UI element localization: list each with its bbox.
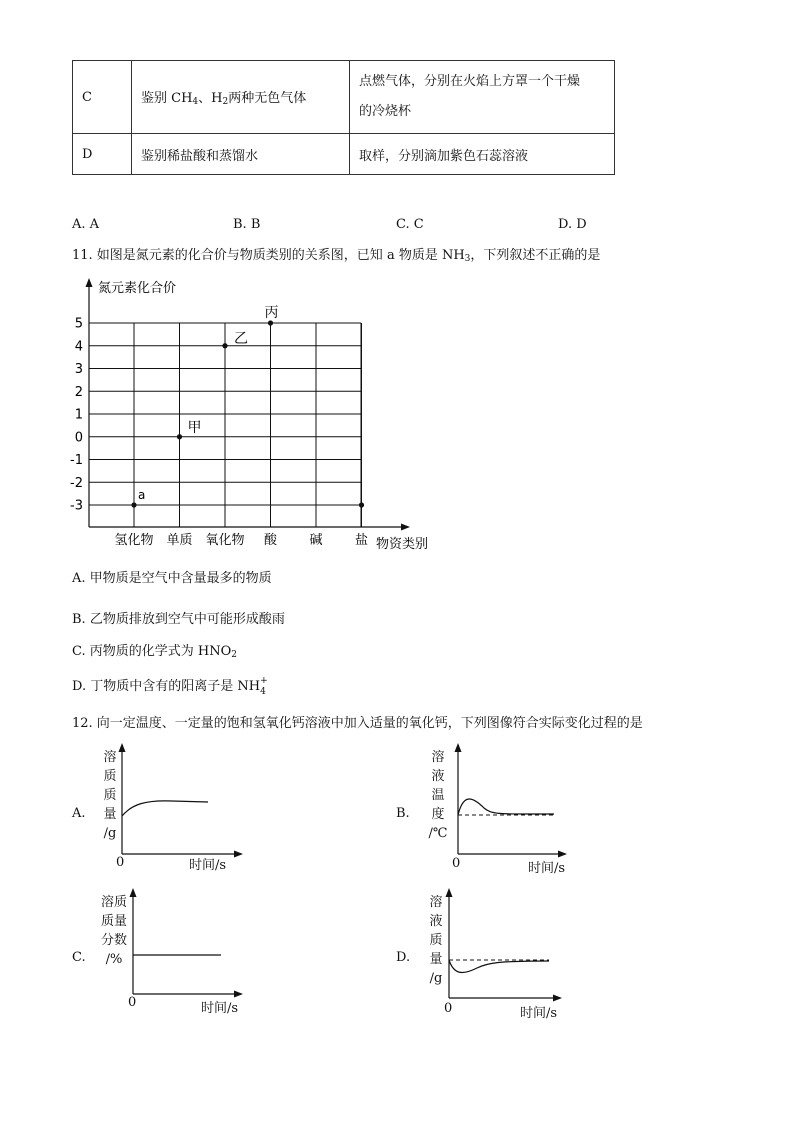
y-tick-label: -3: [70, 498, 83, 514]
y-tick-labels: [70, 317, 83, 514]
choice-b[interactable]: B. B: [233, 217, 261, 232]
point-label: a: [138, 488, 146, 502]
choice-a[interactable]: A. A: [72, 217, 100, 232]
y-tick-label: 5: [74, 316, 83, 332]
graph-c-xlabel: 时间/s: [201, 1001, 239, 1016]
q12-option-a-label[interactable]: A.: [72, 806, 86, 821]
y-tick-label: 1: [74, 407, 83, 423]
x-tick-label: 氧化物: [205, 533, 245, 548]
x-tick-label: 盐: [354, 533, 369, 548]
x-tick-label: 酸: [263, 533, 278, 548]
q11-option-b[interactable]: B. 乙物质排放到空气中可能形成酸雨: [72, 612, 285, 627]
graph-d-origin: 0: [444, 1001, 453, 1016]
x-tick-labels: [114, 532, 368, 548]
q11-option-c[interactable]: C. 丙物质的化学式为 $HNO_2$: [72, 644, 237, 660]
y-axis-arrow: [86, 278, 93, 287]
graph-a: [110, 740, 250, 865]
data-point: [359, 502, 364, 507]
row-task: 鉴别稀盐酸和蒸馏水: [132, 134, 350, 175]
y-tick-label: -1: [70, 453, 83, 468]
x-axis-arrow: [401, 524, 410, 531]
table-row: [73, 134, 615, 175]
graph-d-xlabel: 时间/s: [520, 1006, 558, 1021]
q12-option-b-label[interactable]: B.: [396, 806, 410, 821]
nitrogen-valence-chart: [0, 270, 470, 560]
q12-option-d-label[interactable]: D.: [396, 950, 411, 965]
row-label: C: [73, 61, 132, 134]
row-method: 点燃气体，分别在火焰上方罩一个干燥 的冷烧杯: [350, 61, 615, 134]
q11-option-a[interactable]: A. 甲物质是空气中含量最多的物质: [72, 571, 272, 586]
graph-d-axes: [446, 888, 563, 1002]
point-label: 甲: [187, 419, 202, 436]
y-axis-label: 氮元素化合价: [98, 281, 177, 296]
table-row: [73, 61, 615, 134]
graph-a-ylabel: 溶 质 质 量 /g: [103, 750, 117, 841]
graph-b-origin: 0: [452, 856, 461, 871]
point-label: 乙: [234, 330, 248, 347]
y-tick-label: -2: [70, 475, 83, 491]
x-tick-label: 单质: [166, 533, 193, 548]
row-method: 取样，分别滴加紫色石蕊溶液: [350, 134, 615, 175]
point-label: 丙: [264, 305, 279, 321]
y-tick-label: 4: [74, 339, 83, 355]
q12-option-c-label[interactable]: C.: [72, 950, 86, 965]
data-point: [177, 434, 182, 439]
x-tick-label: 氢化物: [114, 533, 154, 548]
chart-grid: [89, 323, 362, 527]
data-point: [268, 320, 273, 325]
graph-a-origin: 0: [116, 855, 125, 870]
y-tick-label: 3: [74, 362, 83, 377]
x-tick-label: 碱: [309, 533, 323, 548]
graph-c-axes: [130, 888, 244, 998]
graph-d-ylabel: 溶 液 质 量 /g: [429, 895, 443, 986]
q11-option-d[interactable]: D. 丁物质中含有的阳离子是 NH + 4: [72, 676, 268, 697]
graph-a-axes: [119, 743, 244, 858]
graph-b-axes: [455, 743, 568, 858]
graph-c-origin: 0: [128, 995, 137, 1010]
graph-c: [122, 885, 252, 1007]
data-point: [131, 502, 136, 507]
choice-d[interactable]: D. D: [558, 217, 587, 232]
row-label: D: [73, 134, 132, 175]
data-points: [131, 305, 364, 508]
graph-b: [446, 740, 576, 865]
y-tick-label: 0: [74, 430, 83, 446]
q12-stem: 12. 向一定温度、一定量的饱和氢氧化钙溶液中加入适量的氧化钙，下列图像符合实际变化过程的是: [72, 716, 643, 731]
graph-a-curve: [122, 801, 208, 816]
row-task: 鉴别 $CH_4$、$H_2$两种无色气体: [132, 61, 350, 134]
y-tick-label: 2: [74, 384, 83, 400]
graph-d: [437, 885, 572, 1010]
q11-stem: 11. 如图是氮元素的化合价与物质类别的关系图，已知 a 物质是 $NH_3$，下列叙述不正确的是: [72, 248, 601, 264]
x-axis-label: 物资类别: [376, 537, 429, 552]
graph-b-curve: [458, 799, 554, 815]
data-point: [222, 343, 227, 348]
graph-a-xlabel: 时间/s: [189, 858, 227, 873]
graph-b-ylabel: 溶 液 温 度 /℃: [428, 750, 448, 841]
graph-b-xlabel: 时间/s: [528, 861, 566, 876]
graph-c-ylabel: 溶质 质量 分数 /%: [100, 895, 127, 967]
options-table: [72, 60, 615, 175]
choice-c[interactable]: C. C: [396, 217, 424, 232]
graph-d-curve: [449, 960, 549, 973]
